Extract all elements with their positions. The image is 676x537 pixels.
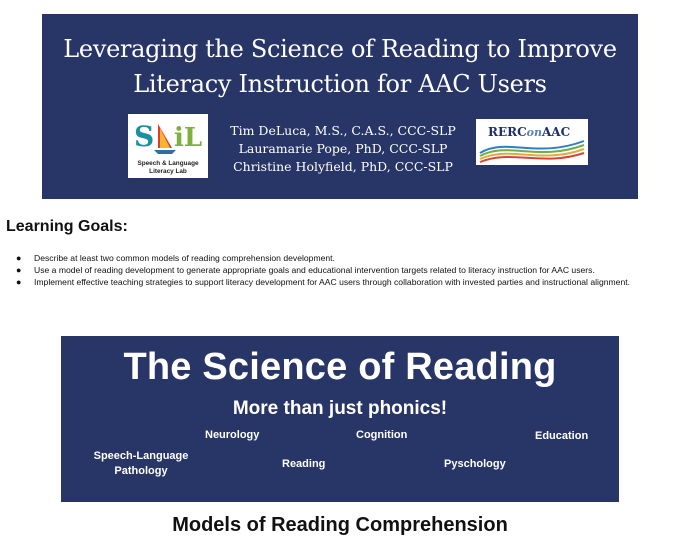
- poster-title: [42, 32, 638, 102]
- rerc-aac-logo: [476, 119, 588, 165]
- sail-logo-caption-2: Literacy Lab: [149, 168, 187, 175]
- word-neurology: Neurology: [205, 429, 260, 441]
- word-slp-line-1: Speech-Language: [93, 450, 189, 462]
- poster-title-line-1: Leveraging the Science of Reading to Improve: [63, 35, 617, 63]
- word-education: Education: [535, 430, 589, 442]
- models-heading: Models of Reading Comprehension: [172, 514, 508, 536]
- goal-text: Describe at least two common models of reading comprehension development.: [34, 253, 335, 263]
- word-cognition: Cognition: [356, 429, 408, 441]
- sail-logo-s: S: [134, 120, 155, 153]
- author-3: Christine Holyfield, PhD, CCC-SLP: [233, 159, 453, 174]
- word-reading: Reading: [282, 458, 326, 470]
- rerc-logo-graphic: [476, 119, 588, 165]
- sail-logo-caption-1: Speech & Language: [137, 160, 199, 167]
- learning-goals-heading: Learning Goals:: [6, 218, 128, 235]
- list-item: [16, 277, 671, 288]
- science-of-reading-title: The Science of Reading: [123, 346, 557, 388]
- sail-logo-il: iL: [174, 123, 203, 153]
- list-item: [16, 253, 671, 264]
- science-of-reading-box: [61, 336, 619, 502]
- bullet-icon: ●: [16, 253, 22, 263]
- word-slp-line-2: Pathology: [114, 465, 168, 477]
- author-list: [228, 122, 458, 176]
- word-speech-language-pathology: [89, 449, 193, 479]
- learning-goals-list: [16, 253, 671, 289]
- list-item: [16, 265, 671, 276]
- rerc-logo-text: RERConAAC: [488, 125, 571, 139]
- sail-lab-logo: [128, 114, 208, 178]
- goal-text: Implement effective teaching strategies to support literacy development for AAC users through collaboration with invested parties and instructional alignment.: [34, 277, 630, 287]
- author-1: Tim DeLuca, M.S., C.A.S., CCC-SLP: [230, 123, 456, 138]
- author-2: Lauramarie Pope, PhD, CCC-SLP: [238, 141, 448, 156]
- goal-text: Use a model of reading development to generate appropriate goals and educational intervention targets related to literacy instruction for AAC users.: [34, 265, 595, 275]
- bullet-icon: ●: [16, 277, 22, 287]
- science-of-reading-subtitle: More than just phonics!: [232, 398, 448, 419]
- word-psychology: Pyschology: [444, 458, 506, 470]
- poster-title-line-2: Literacy Instruction for AAC Users: [133, 70, 547, 98]
- title-banner: [42, 14, 638, 199]
- bullet-icon: ●: [16, 265, 22, 275]
- sail-logo-graphic: [128, 114, 208, 178]
